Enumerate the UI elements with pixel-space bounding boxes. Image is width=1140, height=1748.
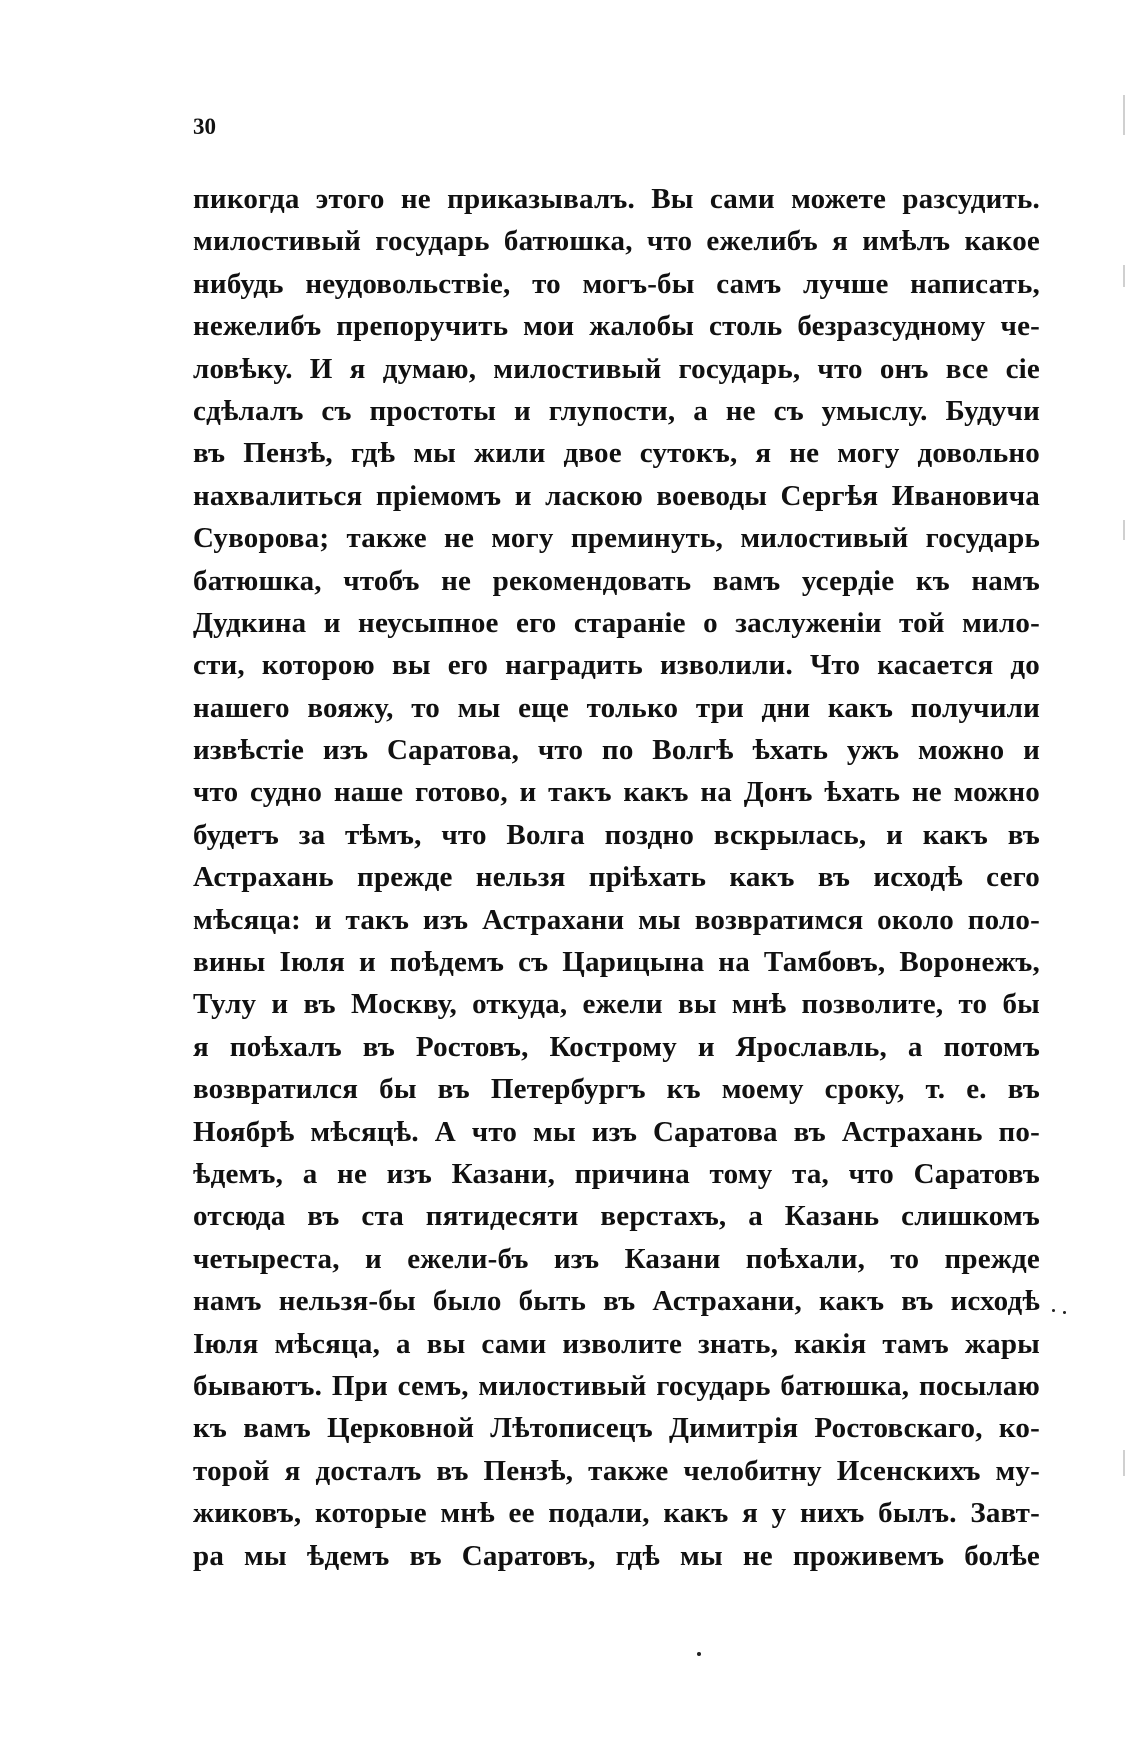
text-line: торой я досталъ въ Пензѣ, также челобитну Исенскихъ му- bbox=[193, 1454, 1040, 1487]
text-line: будетъ за тѣмъ, что Волга поздно вскрылась, и какъ въ bbox=[193, 818, 1040, 851]
text-line: Іюля мѣсяца, а вы сами изволите знать, какія тамъ жары bbox=[193, 1327, 1040, 1360]
text-line: намъ нельзя-бы было быть въ Астрахани, какъ въ исходѣ bbox=[193, 1285, 1040, 1318]
text-line: въ Пензѣ, гдѣ мы жили двое сутокъ, я не могу довольно bbox=[193, 437, 1040, 470]
text-line: вины Іюля и поѣдемъ съ Царицына на Тамбовъ, Воронежъ, bbox=[193, 946, 1040, 979]
page-number: 30 bbox=[193, 114, 216, 139]
scan-edge-mark bbox=[1123, 265, 1125, 287]
text-line: Дудкина и неусыпное его стараніе о заслуженіи той мило- bbox=[193, 606, 1040, 639]
text-line: мѣсяца: и такъ изъ Астрахани мы возвратимся около поло- bbox=[193, 903, 1040, 936]
text-line: бываютъ. При семъ, милостивый государь батюшка, посылаю bbox=[193, 1369, 1040, 1402]
text-line: извѣстіе изъ Саратова, что по Волгѣ ѣхать ужъ можно и bbox=[193, 734, 1040, 767]
text-line: Тулу и въ Москву, откуда, ежели вы мнѣ позволите, то бы bbox=[193, 988, 1040, 1021]
ink-speck bbox=[1052, 1309, 1055, 1312]
text-line: что судно наше готово, и такъ какъ на Донъ ѣхать не можно bbox=[193, 776, 1040, 809]
text-line: пикогда этого не приказывалъ. Вы сами можете разсудить. bbox=[193, 183, 1040, 215]
scan-edge-mark bbox=[1123, 95, 1125, 135]
body-text bbox=[193, 178, 1040, 1577]
text-line: ловѣку. И я думаю, милостивый государь, что онъ все сіе bbox=[193, 352, 1040, 385]
text-line: милостивый государь батюшка, что ежелибъ я имѣлъ какое bbox=[193, 225, 1040, 258]
text-line: нежелибъ препоручить мои жалобы столь безразсудному че- bbox=[193, 310, 1040, 343]
scan-edge-mark bbox=[1123, 1450, 1125, 1476]
text-line: ѣдемъ, а не изъ Казани, причина тому та, что Саратовъ bbox=[193, 1157, 1040, 1190]
text-line: батюшка, чтобъ не рекомендовать вамъ усердіе къ намъ bbox=[193, 564, 1040, 597]
text-line: ра мы ѣдемъ въ Саратовъ, гдѣ мы не проживемъ болѣе bbox=[193, 1539, 1040, 1572]
ink-speck bbox=[1063, 1311, 1066, 1314]
text-line: Астрахань прежде нельзя пріѣхать какъ въ исходѣ сего bbox=[193, 861, 1040, 894]
text-line: къ вамъ Церковной Лѣтописецъ Димитрія Ростовскаго, ко- bbox=[193, 1412, 1040, 1445]
text-line: Суворова; также не могу преминуть, милостивый государь bbox=[193, 522, 1040, 555]
text-line: отсюда въ ста пятидесяти верстахъ, а Казань слишкомъ bbox=[193, 1200, 1040, 1233]
ink-speck bbox=[697, 1652, 701, 1656]
text-line: нахвалиться пріемомъ и ласкою воеводы Сергѣя Ивановича bbox=[193, 479, 1040, 512]
text-line: нибудь неудовольствіе, то могъ-бы самъ лучше написать, bbox=[193, 267, 1040, 300]
text-line: четыреста, и ежели-бъ изъ Казани поѣхали, то прежде bbox=[193, 1242, 1040, 1275]
text-line: сдѣлалъ съ простоты и глупости, а не съ умыслу. Будучи bbox=[193, 394, 1040, 427]
text-line: возвратился бы въ Петербургъ къ моему сроку, т. е. въ bbox=[193, 1073, 1040, 1106]
text-line: сти, которою вы его наградить изволили. Что касается до bbox=[193, 649, 1040, 682]
text-line: Ноябрѣ мѣсяцѣ. А что мы изъ Саратова въ Астрахань по- bbox=[193, 1115, 1040, 1148]
text-line: я поѣхалъ въ Ростовъ, Кострому и Ярославль, а потомъ bbox=[193, 1030, 1040, 1063]
text-line: жиковъ, которые мнѣ ее подали, какъ я у нихъ былъ. Завт- bbox=[193, 1497, 1040, 1530]
text-line: нашего вояжу, то мы еще только три дни какъ получили bbox=[193, 691, 1040, 724]
scan-edge-mark bbox=[1123, 520, 1125, 540]
